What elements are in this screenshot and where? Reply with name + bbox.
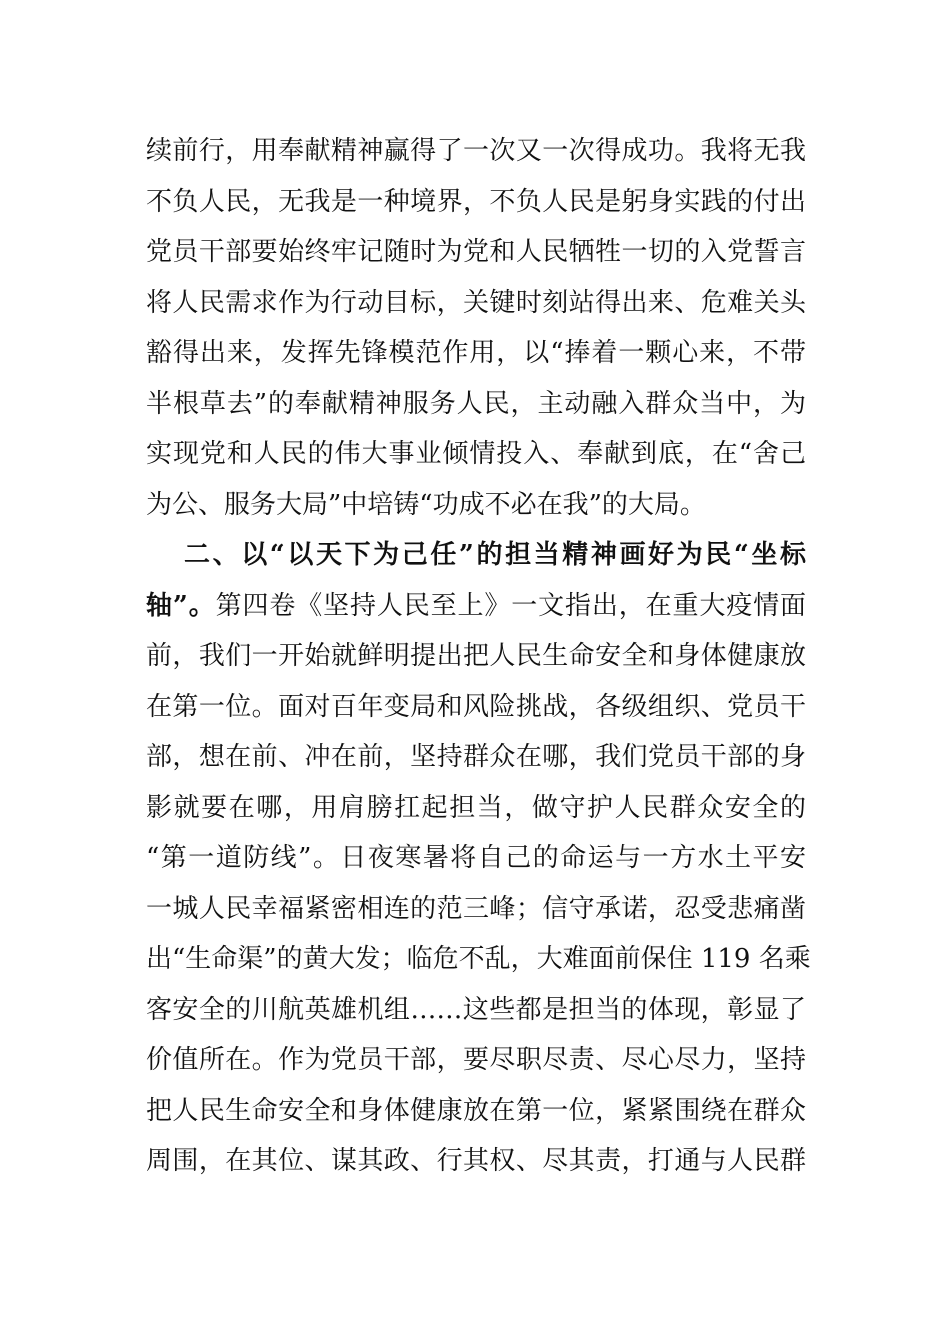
text-line-rest: 第四卷《坚持人民至上》一文指出，在重大疫情面 [215, 590, 806, 621]
section-heading: 二、以“以天下为己任”的担当精神画好为民“坐标 [184, 540, 806, 570]
text-line: 为公、服务大局”中培铸“功成不必在我”的大局。 [146, 489, 706, 520]
paragraph-1 [146, 126, 806, 530]
text-line: 实现党和人民的伟大事业倾情投入、奉献到底，在“舍己 [146, 439, 806, 469]
text-line [146, 581, 806, 632]
text-line: 出“生命渠”的黄大发；临危不乱，大难面前保住 119 名乘 [146, 944, 811, 974]
text-line: 续前行，用奉献精神赢得了一次又一次得成功。我将无我 [146, 136, 806, 166]
text-line: 半根草去”的奉献精神服务人民，主动融入群众当中，为 [146, 388, 806, 419]
text-line: 不负人民，无我是一种境界，不负人民是躬身实践的付出 [146, 186, 806, 217]
text-line: 豁得出来，发挥先锋模范作用，以“捧着一颗心来，不带 [146, 338, 806, 368]
text-line: 周围，在其位、谋其政、行其权、尽其责，打通与人民群 [146, 1146, 806, 1176]
text-line: 前，我们一开始就鲜明提出把人民生命安全和身体健康放 [146, 641, 806, 671]
text-line: 部，想在前、冲在前，坚持群众在哪，我们党员干部的身 [146, 742, 806, 772]
paragraph-2 [146, 530, 811, 1187]
section-heading-end: 轴”。 [146, 590, 216, 621]
text-line: 在第一位。面对百年变局和风险挑战，各级组织、党员干 [146, 691, 806, 722]
text-line: “第一道防线”。日夜寒暑将自己的命运与一方水土平安 [146, 843, 806, 873]
text-line: 影就要在哪，用肩膀扛起担当，做守护人民群众安全的 [146, 792, 806, 823]
text-line: 将人民需求作为行动目标，关键时刻站得出来、危难关头 [146, 287, 806, 318]
text-line: 一城人民幸福紧密相连的范三峰；信守承诺，忍受悲痛凿 [146, 893, 806, 924]
text-line: 客安全的川航英雄机组……这些都是担当的体现，彰显了 [146, 994, 806, 1025]
text-line: 把人民生命安全和身体健康放在第一位，紧紧围绕在群众 [146, 1095, 806, 1126]
body-text [146, 126, 811, 1187]
text-line: 党员干部要始终牢记随时为党和人民牺牲一切的入党誓言 [146, 237, 806, 267]
text-line: 价值所在。作为党员干部，要尽职尽责、尽心尽力，坚持 [146, 1045, 806, 1075]
